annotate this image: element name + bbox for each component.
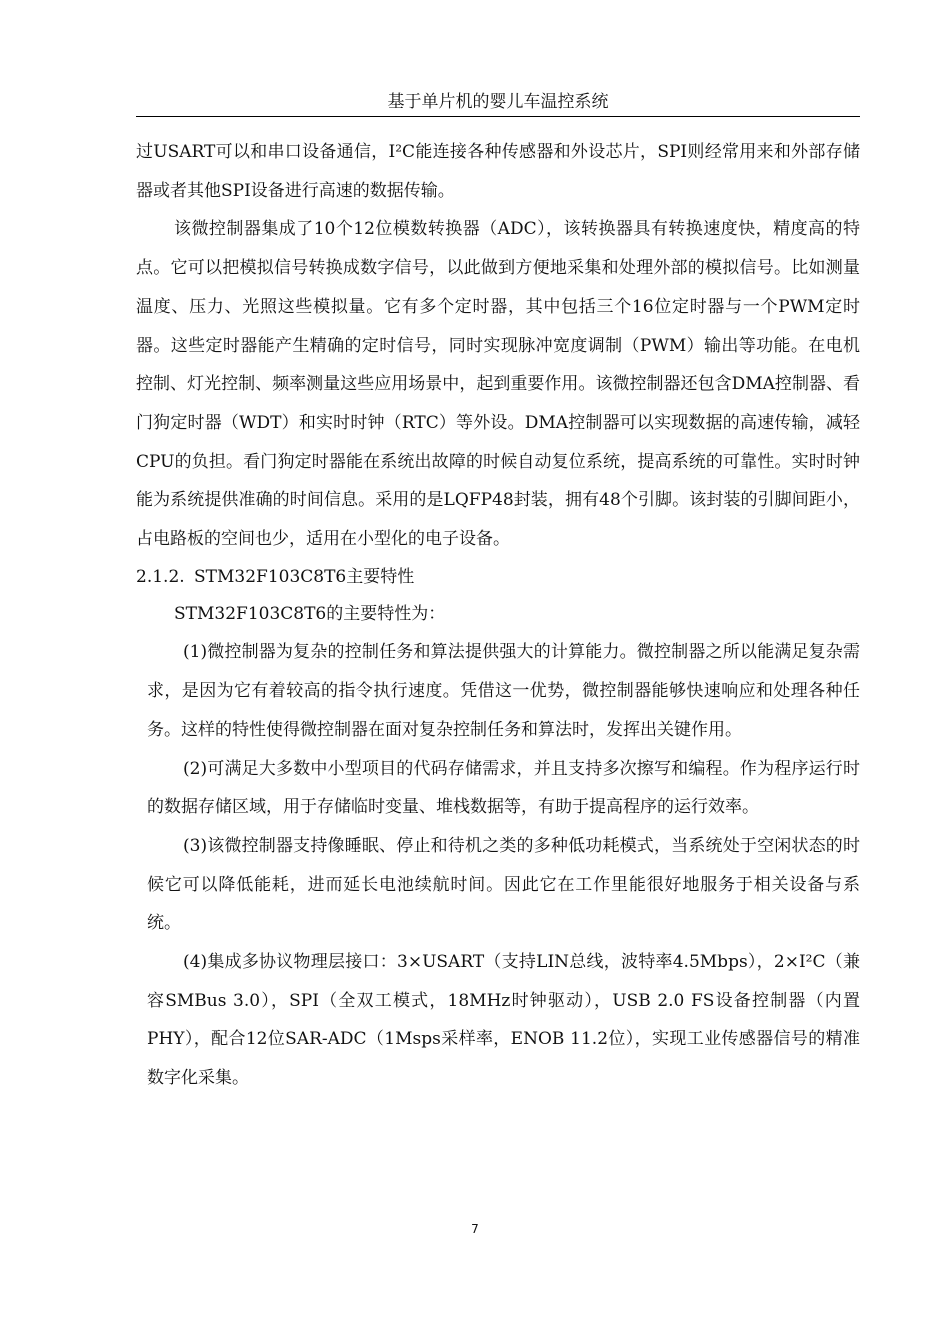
section-number: 2.1.2. [136, 566, 185, 587]
paragraph-adc-timers: 该微控制器集成了10个12位模数转换器（ADC），该转换器具有转换速度快，精度高的特点。它可以把模拟信号转换成数字信号，以此做到方便地采集和处理外部的模拟信号。比如测量温度、压力、光照这些模拟量。它有多个定时器，其中包括三个16位定时器与一个PWM定时器。这些定时器能产生精确的定时信号，同时实现脉冲宽度调制（PWM）输出等功能。在电机控制、灯光控制、频率测量这些应用场景中，起到重要作用。该微控制器还包含DMA控制器、看门狗定时器（WDT）和实时时钟（RTC）等外设。DMA控制器可以实现数据的高速传输，减轻CPU的负担。看门狗定时器能在系统出故障的时候自动复位系统，提高系统的可靠性。实时时钟能为系统提供准确的时间信息。采用的是LQFP48封装，拥有48个引脚。该封装的引脚间距小，占电路板的空间也少，适用在小型化的电子设备。 [136, 219, 860, 550]
section-heading [136, 559, 860, 595]
section-title: STM32F103C8T6主要特性 [194, 566, 415, 587]
feature-item-4: (4)集成多协议物理层接口：3×USART（支持LIN总线，波特率4.5Mbps），2×I²C（兼容SMBus 3.0），SPI（全双工模式，18MHz时钟驱动），USB 2.0 FS设备控制器（内置PHY），配合12位SAR-ADC（1Msps采样率，ENOB 11.2位），实现工业传感器信号的精准数字化采集。 [147, 952, 860, 1089]
feature-item-1: (1)微控制器为复杂的控制任务和算法提供强大的计算能力。微控制器之所以能满足复杂需求，是因为它有着较高的指令执行速度。凭借这一优势，微控制器能够快速响应和处理各种任务。这样的特性使得微控制器在面对复杂控制任务和算法时，发挥出关键作用。 [147, 642, 860, 740]
section-intro: STM32F103C8T6的主要特性为： [174, 603, 446, 624]
header-title: 基于单片机的婴儿车温控系统 [387, 92, 609, 112]
feature-item-3: (3)该微控制器支持像睡眠、停止和待机之类的多种低功耗模式，当系统处于空闲状态的时候它可以降低能耗，进而延长电池续航时间。因此它在工作里能很好地服务于相关设备与系统。 [147, 835, 860, 934]
feature-item-2: (2)可满足大多数中小型项目的代码存储需求，并且支持多次擦写和编程。作为程序运行时的数据存储区域，用于存储临时变量、堆栈数据等，有助于提高程序的运行效率。 [147, 758, 860, 818]
document-body [136, 133, 860, 1098]
page-number: 7 [471, 1222, 479, 1236]
page-header [136, 90, 860, 117]
paragraph-usart-spi: 过USART可以和串口设备通信，I²C能连接各种传感器和外设芯片，SPI则经常用来和外部存储器或者其他SPI设备进行高速的数据传输。 [136, 142, 860, 201]
